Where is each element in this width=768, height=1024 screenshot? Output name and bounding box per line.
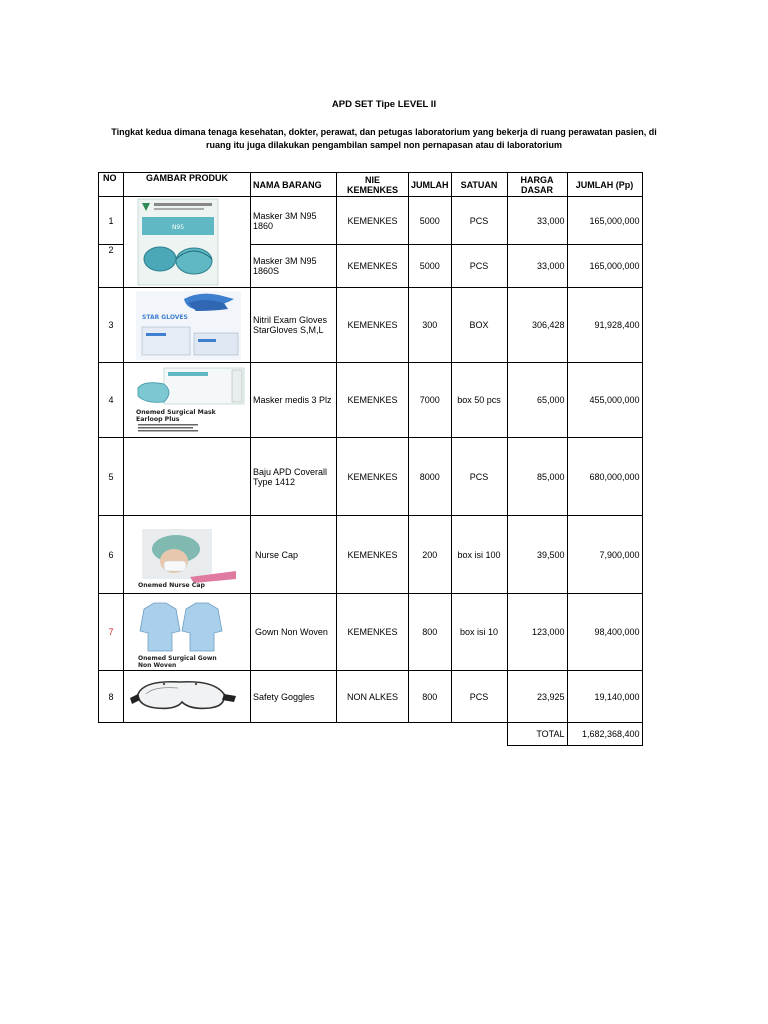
header-satuan: SATUAN [451,173,507,197]
row-no: 1 [99,197,124,245]
product-unit: box isi 10 [451,594,507,671]
product-nie: KEMENKES [337,363,409,438]
product-name: Baju APD Coverall Type 1412 [251,438,337,516]
product-image-cell [124,516,251,594]
product-price: 33,000 [507,197,567,245]
total-label: TOTAL [507,723,567,746]
product-unit: PCS [451,438,507,516]
product-name: Gown Non Woven [251,594,337,671]
table-row [99,197,643,245]
product-price: 39,500 [507,516,567,594]
product-unit: box isi 100 [451,516,507,594]
product-name: Nurse Cap [251,516,337,594]
header-no: NO [99,173,124,197]
product-image-cell [124,363,251,438]
total-row [99,723,643,746]
product-total: 680,000,000 [567,438,642,516]
apd-table [98,172,643,746]
product-qty: 7000 [409,363,452,438]
header-total: JUMLAH (Pp) [567,173,642,197]
product-price: 23,925 [507,671,567,723]
table-header-row [99,173,643,197]
surgical-mask-image [124,364,249,437]
product-nie: KEMENKES [337,594,409,671]
nurse-cap-label: Onemed Nurse Cap [138,581,205,589]
product-total: 7,900,000 [567,516,642,594]
product-nie: KEMENKES [337,288,409,363]
product-qty: 800 [409,594,452,671]
product-name: Masker medis 3 Plz [251,363,337,438]
product-price: 123,000 [507,594,567,671]
page-title: APD SET Tipe LEVEL II [331,99,437,110]
product-qty: 300 [409,288,452,363]
nurse-cap-image [124,517,249,593]
product-unit: PCS [451,245,507,288]
product-price: 306,428 [507,288,567,363]
product-qty: 8000 [409,438,452,516]
earloop-label: Earloop Plus [136,415,180,423]
product-unit: BOX [451,288,507,363]
grand-total: 1,682,368,400 [567,723,642,746]
product-nie: KEMENKES [337,438,409,516]
row-no: 3 [99,288,124,363]
product-image-cell [124,438,251,516]
nitrile-gloves-image [124,289,249,362]
row-no: 4 [99,363,124,438]
svg-text:N95: N95 [171,224,185,231]
table-row [99,288,643,363]
header-jumlah: JUMLAH [409,173,452,197]
product-name: Nitril Exam Gloves StarGloves S,M,L [251,288,337,363]
product-total: 455,000,000 [567,363,642,438]
onemed-mask-label: Onemed Surgical Mask [136,408,216,416]
product-price: 33,000 [507,245,567,288]
table-row [99,594,643,671]
product-image-cell [124,288,251,363]
safety-goggles-image [124,672,249,722]
row-no: 7 [99,594,124,671]
product-qty: 200 [409,516,452,594]
product-price: 85,000 [507,438,567,516]
product-name: Masker 3M N95 1860 [251,197,337,245]
gown-label-1: Onemed Surgical Gown [138,654,217,662]
product-unit: PCS [451,671,507,723]
product-price: 65,000 [507,363,567,438]
product-nie: KEMENKES [337,245,409,288]
product-name: Masker 3M N95 1860S [251,245,337,288]
row-no: 6 [99,516,124,594]
product-unit: PCS [451,197,507,245]
table-row [99,671,643,723]
n95-mask-box-image [124,197,249,287]
header-gambar: GAMBAR PRODUK [124,173,251,197]
product-nie: KEMENKES [337,197,409,245]
star-gloves-logo: STAR GLOVES [142,313,188,321]
product-total: 91,928,400 [567,288,642,363]
table-row [99,363,643,438]
product-image-cell [124,671,251,723]
product-qty: 5000 [409,245,452,288]
product-total: 19,140,000 [567,671,642,723]
table-row [99,438,643,516]
header-nama: NAMA BARANG [251,173,337,197]
table-row [99,516,643,594]
header-nie: NIE KEMENKES [337,173,409,197]
gown-label-2: Non Woven [138,661,177,669]
product-nie: KEMENKES [337,516,409,594]
product-image-cell [124,594,251,671]
surgical-gown-image [124,595,249,670]
product-nie: NON ALKES [337,671,409,723]
row-no: 2 [99,245,124,288]
product-total: 165,000,000 [567,245,642,288]
page-description: Tingkat kedua dimana tenaga kesehatan, dokter, perawat, dan petugas laboratorium yang bekerja di ruang perawatan pasien, di ruang itu juga dilakukan pengambilan sampel non pernapasan atau di laboratorium [111,127,657,150]
product-total: 165,000,000 [567,197,642,245]
row-no: 5 [99,438,124,516]
row-no: 8 [99,671,124,723]
product-unit: box 50 pcs [451,363,507,438]
product-name: Safety Goggles [251,671,337,723]
product-total: 98,400,000 [567,594,642,671]
header-harga: HARGA DASAR [507,173,567,197]
product-qty: 5000 [409,197,452,245]
product-qty: 800 [409,671,452,723]
product-image-cell [124,197,251,288]
